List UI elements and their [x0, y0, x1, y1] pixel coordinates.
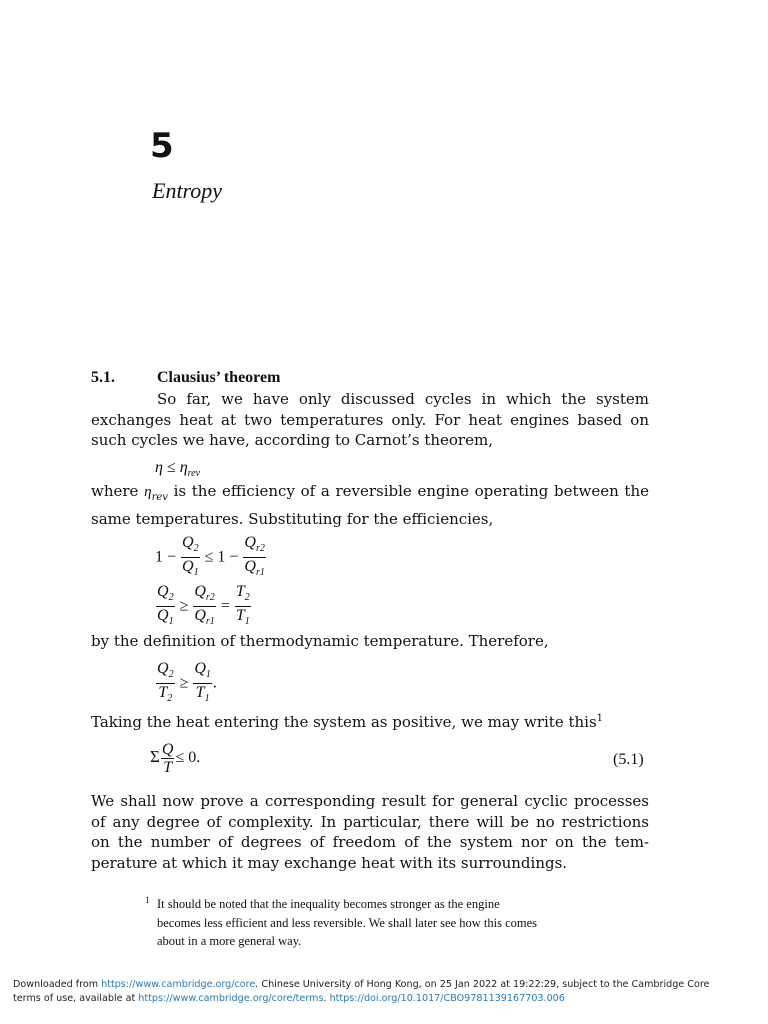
math-subscript: rev [187, 468, 201, 480]
equation-clausius-sum: Σ $\frac{Q}{T}$ ≤ 0. [150, 741, 201, 776]
equation-efficiency [155, 459, 200, 479]
footnote-line: about in a more general way. [157, 934, 302, 948]
text-line: of any degree of complexity. In particular, there will be no restrictions [91, 812, 649, 831]
text-line: We shall now prove a corresponding result for general cyclic processes [91, 792, 649, 810]
text-line: such cycles we have, according to Carnot’s theorem, [91, 431, 493, 449]
section-title: Clausius’ theorem [157, 369, 281, 386]
chapter-number: 5 [150, 126, 174, 166]
doi-link[interactable]: https://doi.org/10.1017/CBO9781139167703.006 [329, 992, 565, 1004]
paragraph-intro [91, 389, 649, 451]
footnote-reference: 1 [596, 713, 604, 724]
equation-inequality-2: $\frac{Q_2}{Q_1}$ ≥ $\frac{Q_{r2}}{Q_{r1}}$ = $\frac{T_2}{T_1}$ [157, 583, 250, 628]
paragraph-definition [91, 631, 649, 652]
text-line: same temperatures. Substituting for the efficiencies, [91, 509, 494, 528]
footnote-mark: 1 [145, 895, 150, 905]
equation-inequality-1: 1 − $\frac{Q_2}{Q_1}$ ≤ 1 − $\frac{Q_{r2}}{Q_{r1}}$ [155, 534, 265, 579]
math-relation: ≤ [166, 459, 176, 476]
math-symbol: η [179, 459, 188, 476]
paragraph-sign-convention [91, 709, 649, 733]
text-line: on the number of degrees of freedom of the system nor on the tem- [91, 833, 649, 851]
terms-link[interactable]: https://www.cambridge.org/core/terms [138, 992, 324, 1004]
paragraph-efficiency [91, 481, 649, 529]
text-line: exchanges heat at two temperatures only. For heat engines based on [91, 410, 649, 429]
footnote [145, 895, 642, 951]
equation-inequality-3: $\frac{Q_2}{T_2}$ ≥ $\frac{Q_1}{T_1}$ . [157, 660, 217, 705]
text-line: by the definition of thermodynamic temperature. Therefore, [91, 632, 549, 650]
section-number: 5.1. [91, 369, 115, 386]
cambridge-core-link[interactable]: https://www.cambridge.org/core [101, 979, 256, 990]
text-line: perature at which it may exchange heat with its surroundings. [91, 853, 568, 872]
section-heading [91, 369, 280, 387]
equation-number: (5.1) [613, 751, 644, 768]
chapter-title: Entropy [152, 178, 223, 203]
footnote-line: It should be noted that the inequality becomes stronger as the engine [157, 897, 500, 911]
download-notice: Downloaded from https://www.cambridge.org/core. Chinese University of Hong Kong, on 25 Jan 2022 at 19:22:29, subject to the Cambridge Core terms of use, available at https://www.cambridge.org/core/terms. https://doi.org/10.1017/CBO9781139167703.006 [13, 979, 710, 1004]
math-symbol: η [155, 459, 163, 476]
text-line: where $\eta_{rev}$ is the efficiency of a reversible engine operating between the [91, 482, 650, 503]
text-line: Taking the heat entering the system as positive, we may write this$^1$ [91, 713, 604, 731]
text-line: So far, we have only discussed cycles in which the system [157, 390, 649, 408]
footnote-line: becomes less efficient and less reversible. We shall later see how this comes [157, 915, 538, 930]
paragraph-general [91, 791, 649, 873]
